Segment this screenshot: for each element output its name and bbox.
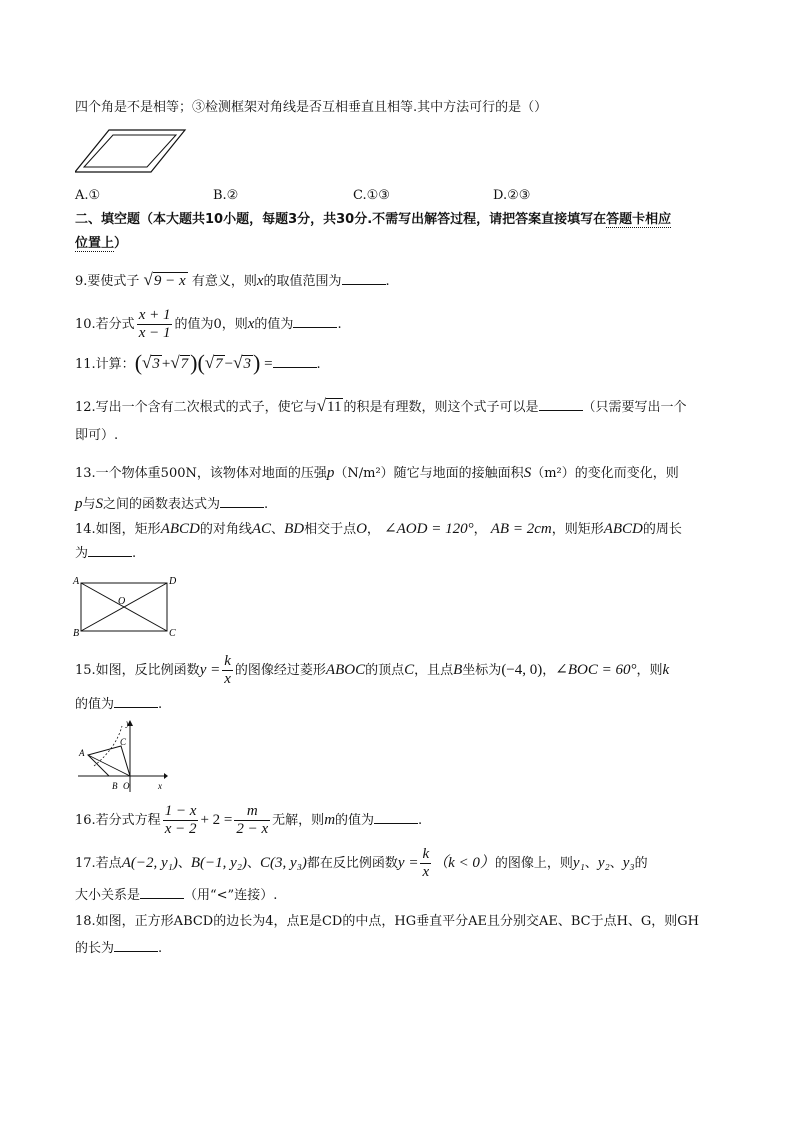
q18-answer-blank[interactable]	[114, 940, 158, 952]
q17-line2: 大小关系是 （用“<”连接）.	[75, 888, 278, 903]
q16-answer-blank[interactable]	[374, 812, 418, 824]
q8-option-d[interactable]: D.②③	[493, 188, 531, 203]
frame-outer	[75, 130, 185, 172]
q18-line1: 18.如图，正方形ABCD的边长为4，点E是CD的中点，HG垂直平分AE且分别交AE、BC于点H、G，则GH	[75, 914, 700, 929]
q15-rhombus-figure	[76, 718, 168, 794]
frame-inner	[84, 135, 176, 167]
q12-line2: 即可）.	[75, 428, 119, 443]
q13-answer-blank[interactable]	[220, 496, 264, 508]
q17-answer-blank[interactable]	[140, 887, 184, 899]
q11-answer-blank[interactable]	[273, 356, 317, 368]
q9: 9.要使式子 √9 − x 有意义，则x的取值范围为 .	[75, 270, 390, 289]
label-b: B	[112, 781, 118, 791]
q9-answer-blank[interactable]	[342, 273, 386, 285]
q10-answer-blank[interactable]	[293, 316, 337, 328]
q10: 10.若分式 $\frac{x + 1}{x - 1}$ 的值为0，则x的值为 .	[75, 307, 342, 341]
q11: 11.计算：(√3 +√7)(√7 −√3) = .	[75, 350, 321, 375]
label-a: A	[79, 748, 85, 758]
q17-line1: 17.若点A(−2, y₁)、B(−1, y₂)、C(3, y₃)都在反比例函数y = $\frac{k}{x}$ （k < 0）的图像上，则y₁、y₂、y₃的	[75, 846, 648, 880]
q14-line1: 14.如图，矩形ABCD的对角线AC、BD相交于点O， ∠AOD = 120°， AB = 2cm，则矩形ABCD的周长	[75, 521, 682, 537]
q15-line1: 15.如图，反比例函数y = $\frac{k}{x}$ 的图像经过菱形ABOC的顶点C，且点B坐标为(−4, 0)，∠BOC = 60°，则k	[75, 653, 670, 687]
x-axis-arrow	[164, 773, 168, 779]
label-o: O	[123, 781, 130, 791]
label-x: x	[158, 781, 162, 791]
q9-radicand: 9 − x	[153, 273, 186, 289]
label-d: D	[169, 576, 177, 587]
q14-line2: 为 .	[75, 546, 137, 561]
section2-title-line1: 二、填空题（本大题共10小题，每题3分，共30分.不需写出解答过程，请把答案直接填写在答题卡相应	[75, 212, 672, 227]
label-c: C	[120, 737, 127, 747]
q8-frame-figure	[75, 128, 187, 174]
q15-answer-blank[interactable]	[114, 696, 158, 708]
label-b: B	[73, 628, 80, 639]
label-y: y	[126, 718, 130, 728]
q14-answer-blank[interactable]	[88, 545, 132, 557]
label-a: A	[73, 576, 80, 587]
q14-rectangle-figure	[72, 574, 178, 640]
q12-answer-blank[interactable]	[539, 399, 583, 411]
q18-line2: 的长为 .	[75, 941, 163, 956]
label-o: O	[118, 596, 126, 607]
q8-option-b[interactable]: B.②	[213, 188, 239, 203]
q15-line2: 的值为 .	[75, 697, 163, 712]
q8-option-a[interactable]: A.①	[75, 188, 101, 203]
label-c: C	[169, 628, 176, 639]
q8-option-c[interactable]: C.①③	[353, 188, 390, 203]
q12-line1: 12.写出一个含有二次根式的式子，使它与√11 的积是有理数，则这个式子可以是 （只需要写出一个	[75, 396, 687, 415]
q16: 16.若分式方程 $\frac{1 - x}{x - 2}$ + 2 = $\frac{m}{2 - x}$ 无解，则m的值为 .	[75, 803, 423, 837]
section2-title-line2: 位置上）	[75, 236, 128, 251]
q13-line2: p与S之间的函数表达式为 .	[75, 496, 269, 512]
q13-line1: 13.一个物体重500N，该物体对地面的压强p（N/m²）随它与地面的接触面积S（m²）的变化而变化，则	[75, 465, 679, 481]
q8-stem: 四个角是不是相等；③检测框架对角线是否互相垂直且相等.其中方法可行的是（）	[75, 100, 548, 115]
